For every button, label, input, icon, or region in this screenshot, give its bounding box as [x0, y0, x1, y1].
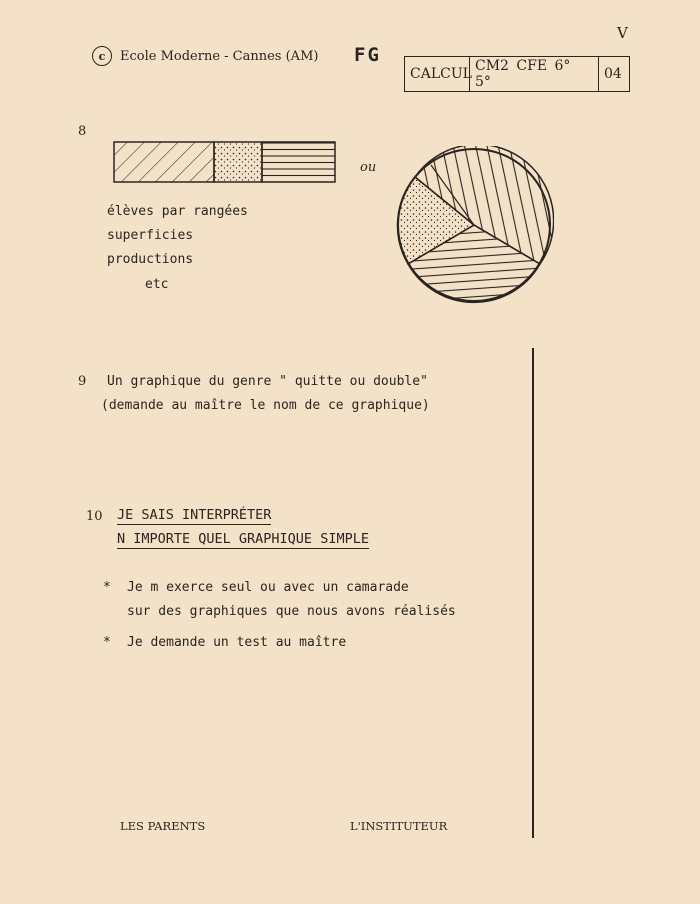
or-word: ou	[360, 160, 377, 175]
page-roman-numeral: V	[617, 24, 628, 42]
bullet-1-line-1: Je m exerce seul ou avec un camarade	[127, 580, 409, 595]
bar-segment-hatched	[114, 142, 214, 182]
item-10-number: 10	[86, 509, 103, 524]
pie-diagram	[394, 146, 554, 304]
bullet-2-icon: *	[103, 635, 111, 650]
bar-diagram	[112, 140, 338, 184]
bullet-1-icon: *	[103, 580, 111, 595]
item-9-line-1: Un graphique du genre " quitte ou double"	[107, 374, 428, 389]
bullet-1-line-2: sur des graphiques que nous avons réalisés	[127, 604, 456, 619]
item-8-list-2: superficies	[107, 228, 194, 243]
item-8-number: 8	[78, 124, 87, 139]
item-10-heading-line-2: N IMPORTE QUEL GRAPHIQUE SIMPLE	[117, 531, 369, 547]
code-number: 04	[604, 66, 622, 82]
code-levels: CM2 CFE 6° 5°	[470, 57, 599, 91]
publisher-name: Ecole Moderne - Cannes (AM)	[120, 48, 319, 64]
series-mark: FG	[354, 44, 381, 66]
teacher-signature-label: L'INSTITUTEUR	[350, 819, 448, 833]
item-10-heading-line-1: JE SAIS INTERPRÉTER	[117, 507, 272, 523]
bar-segment-dotted	[214, 142, 262, 182]
code-box	[404, 56, 630, 92]
margin-divider	[532, 348, 534, 838]
item-9-number: 9	[78, 374, 87, 389]
publisher-line	[92, 46, 318, 66]
parents-signature-label: LES PARENTS	[120, 819, 206, 833]
code-subject: CALCUL	[405, 57, 470, 91]
copyright-icon: c	[92, 46, 112, 66]
item-9-line-2: (demande au maître le nom de ce graphique)	[101, 398, 430, 413]
item-8-list-4: etc	[145, 277, 169, 292]
item-8-list-1: élèves par rangées	[107, 204, 248, 219]
bar-segment-lined	[262, 142, 335, 182]
item-8-list-3: productions	[107, 252, 194, 267]
bullet-2-line: Je demande un test au maître	[127, 635, 347, 650]
